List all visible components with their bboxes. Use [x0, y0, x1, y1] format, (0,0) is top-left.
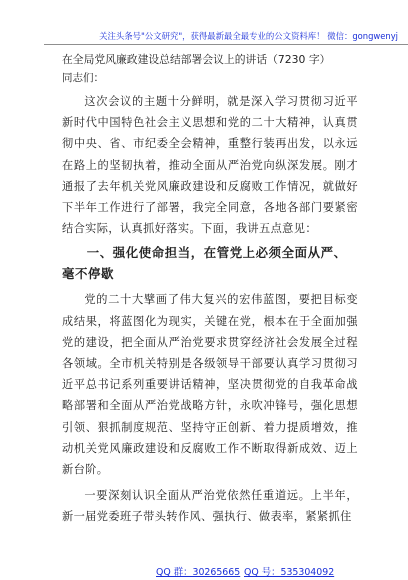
section-paragraph: 一要深刻认识全面从严治党依然任重道远。上半年，新一届党委班子带头转作风、强执行、做表率，紧紧抓住: [62, 489, 358, 524]
footer: [0, 560, 408, 578]
intro-paragraph: 这次会议的主题十分鲜明，就是深入学习贯彻习近平新时代中国特色社会主义思想和党的二十大精神，认真贯彻中央、省、市纪委全会精神，重整行装再出发，以永远在路上的坚韧执着，推动全面从严治党向纵深发展。刚才通报了去年机关党风廉政建设和反腐败工作情况，就做好下半年工作进行了部署，我完全同意，各地各部门要紧密结合实际，认真抓好落实。下面，我讲五点意见：: [62, 95, 358, 236]
document-body: [62, 52, 358, 528]
qq-number-link[interactable]: QQ 号：535304092: [244, 567, 335, 578]
header-banner: [0, 0, 408, 50]
document-title: 在全局党风廉政建设总结部署会议上的讲话（7230 字）: [62, 53, 331, 66]
qq-group-link[interactable]: QQ 群：30265665: [156, 567, 241, 578]
section-paragraph: 党的二十大擘画了伟大复兴的宏伟蓝图，要把目标变成结果，将蓝图化为现实，关键在党，根本在于全面加强党的建设，把全面从严治党要求贯穿经济社会发展全过程各领域。全市机关特别是各级领导干部要认真学习贯彻习近平总书记系列重要讲话精神，坚决贯彻党的自我革命战略部署和全面从严治党战略方针，永吹冲锋号，强化思想引领、狠抓制度规范、坚持守正创新、着力提质增效，推动机关党风廉政建设和反腐败工作不断取得新成效、迈上新台阶。: [62, 293, 358, 477]
section-heading-1: 一、强化使命担当，在管党上必须全面从严、毫不停歇: [62, 245, 347, 282]
header-divider: [44, 44, 408, 45]
salutation: 同志们：: [62, 72, 104, 84]
header-notice: 关注头条号"公文研究"，获得最新最全最专业的公文资料库！ 微信：gongwenyj: [99, 31, 398, 41]
